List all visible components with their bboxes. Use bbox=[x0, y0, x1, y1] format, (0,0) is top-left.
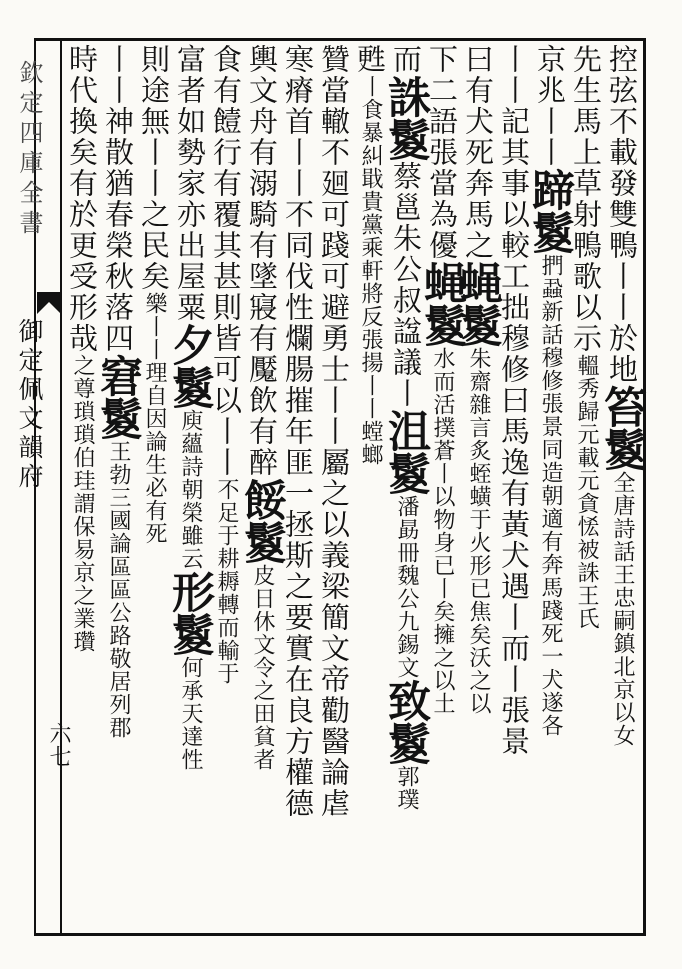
headword-glyph: 餒 bbox=[237, 478, 287, 521]
main-text: 食有饐行有覆其甚則皆可以丨丨 bbox=[209, 44, 243, 478]
text-column bbox=[525, 44, 575, 930]
center-margin-line bbox=[60, 38, 62, 936]
annotation-text: 乘軒將反張揚丨丨 bbox=[358, 236, 383, 420]
page-number: 六七 bbox=[46, 722, 71, 768]
annotation-text: 螳螂 bbox=[358, 420, 383, 466]
annotation-text: 轀秀歸元載元貪恡被誅王氏 bbox=[574, 354, 599, 630]
main-text: 控弦不載發雙鴨丨丨於地 bbox=[605, 44, 639, 385]
main-text: 時代換矣有於更受形哉 bbox=[65, 44, 99, 354]
annotation-text: 全唐詩話王忠嗣鎮北京以女 bbox=[610, 471, 635, 747]
headword-glyph: 沮 bbox=[381, 409, 431, 452]
annotation-text: 丨食暴糾戢貴黨 bbox=[358, 75, 383, 236]
headword-glyph: 鬉 bbox=[381, 722, 431, 765]
annotation-text: 朱齋雜言炙蛭蟥于火形已焦矣沃之以 bbox=[466, 347, 491, 715]
main-text: 曰有犬死奔馬之 bbox=[461, 44, 495, 261]
main-text: 輿文舟有溺騎有墜寢有魘飲有醉 bbox=[245, 44, 279, 478]
annotation-text: 捫蝨新話穆修張景同造朝適有奔馬踐死一犬遂各 bbox=[538, 254, 563, 737]
main-text: 甦 bbox=[353, 44, 387, 75]
headword-glyph: 鬉 bbox=[165, 613, 215, 656]
bottom-border bbox=[34, 933, 646, 936]
text-column bbox=[381, 44, 431, 930]
main-text: 富者如勢家亦出屋粟 bbox=[173, 44, 207, 323]
text-column bbox=[497, 44, 531, 930]
headword-glyph: 鬉 bbox=[597, 428, 647, 471]
margin-book-title: 御定佩文韻府 bbox=[15, 318, 44, 492]
annotation-text: 樂丨丨理自因 bbox=[142, 292, 167, 430]
headword-glyph: 窘 bbox=[93, 354, 143, 397]
headword-glyph: 夕 bbox=[165, 323, 215, 366]
text-column bbox=[237, 44, 287, 930]
text-column bbox=[597, 44, 647, 930]
headword-glyph: 形 bbox=[165, 570, 215, 613]
main-text: 贊當轍不廻可踐可避勇士丨丨屬之以義梁簡文帝勸醫論虐 bbox=[317, 44, 351, 819]
headword-glyph: 鬉 bbox=[417, 304, 467, 347]
main-text: 寒瘠首丨丨不同伐性爛腸摧年匪一拯斯之要實在良方權德 bbox=[281, 44, 315, 819]
headword-glyph: 鬉 bbox=[381, 118, 431, 161]
headword-glyph: 鬉 bbox=[525, 211, 575, 254]
headword-glyph: 鬉 bbox=[453, 304, 503, 347]
headword-glyph: 致 bbox=[381, 679, 431, 722]
text-column bbox=[453, 44, 503, 930]
annotation-text: 何承天達性 bbox=[178, 656, 203, 771]
margin-strip bbox=[6, 0, 56, 969]
text-column bbox=[209, 44, 243, 930]
annotation-text: 之尊瑣瑣伯珪謂保易京之業瓚 bbox=[70, 354, 95, 653]
right-border bbox=[643, 38, 646, 936]
headword-glyph: 蝇 bbox=[453, 261, 503, 304]
main-text: 蔡邕朱公叔諡議丨 bbox=[389, 161, 423, 409]
text-column bbox=[137, 44, 171, 930]
main-text: 丨丨神散猶春榮秋落四 bbox=[101, 44, 135, 354]
headword-glyph: 鬉 bbox=[93, 397, 143, 440]
annotation-text: 郭璞 bbox=[394, 765, 419, 811]
headword-glyph: 鬉 bbox=[381, 452, 431, 495]
headword-glyph: 鬉 bbox=[237, 521, 287, 564]
text-column bbox=[317, 44, 351, 930]
annotation-text: 庾蘊詩朝榮雖云 bbox=[178, 409, 203, 570]
main-text: 則途無丨丨之民矣 bbox=[137, 44, 171, 292]
headword-glyph: 誅 bbox=[381, 75, 431, 118]
headword-glyph: 蝇 bbox=[417, 261, 467, 304]
main-text: 先生馬上草射鴨歌以示 bbox=[569, 44, 603, 354]
main-text: 京兆丨丨 bbox=[533, 44, 567, 168]
annotation-text: 論生必有死 bbox=[142, 430, 167, 545]
main-text: 丨丨記其事以較工拙穆修曰馬逸有黃犬遇丨而丨張景 bbox=[497, 44, 531, 757]
margin-title: 欽定四庫全書 bbox=[15, 60, 43, 240]
fishtail-mark bbox=[37, 292, 61, 314]
annotation-text: 王勃三國論區區公路敬居列郡 bbox=[106, 440, 131, 739]
text-column bbox=[165, 44, 215, 930]
text-column bbox=[353, 44, 387, 930]
annotation-text: 水而活撲蒼丨以物身已丨矣擁之以土 bbox=[430, 347, 455, 715]
headword-glyph: 鬉 bbox=[165, 366, 215, 409]
text-column bbox=[65, 44, 99, 930]
main-text: 下二語張當為優 bbox=[425, 44, 459, 261]
annotation-text: 皮日休文令之田貧者 bbox=[250, 564, 275, 771]
headword-glyph: 蹄 bbox=[525, 168, 575, 211]
top-border bbox=[34, 38, 646, 41]
main-text: 而 bbox=[389, 44, 423, 75]
annotation-text: 不足于耕耨轉而輸于 bbox=[214, 478, 239, 685]
headword-glyph: 笞 bbox=[597, 385, 647, 428]
annotation-text: 潘勗冊魏公九錫文 bbox=[394, 495, 419, 679]
text-column bbox=[93, 44, 143, 930]
